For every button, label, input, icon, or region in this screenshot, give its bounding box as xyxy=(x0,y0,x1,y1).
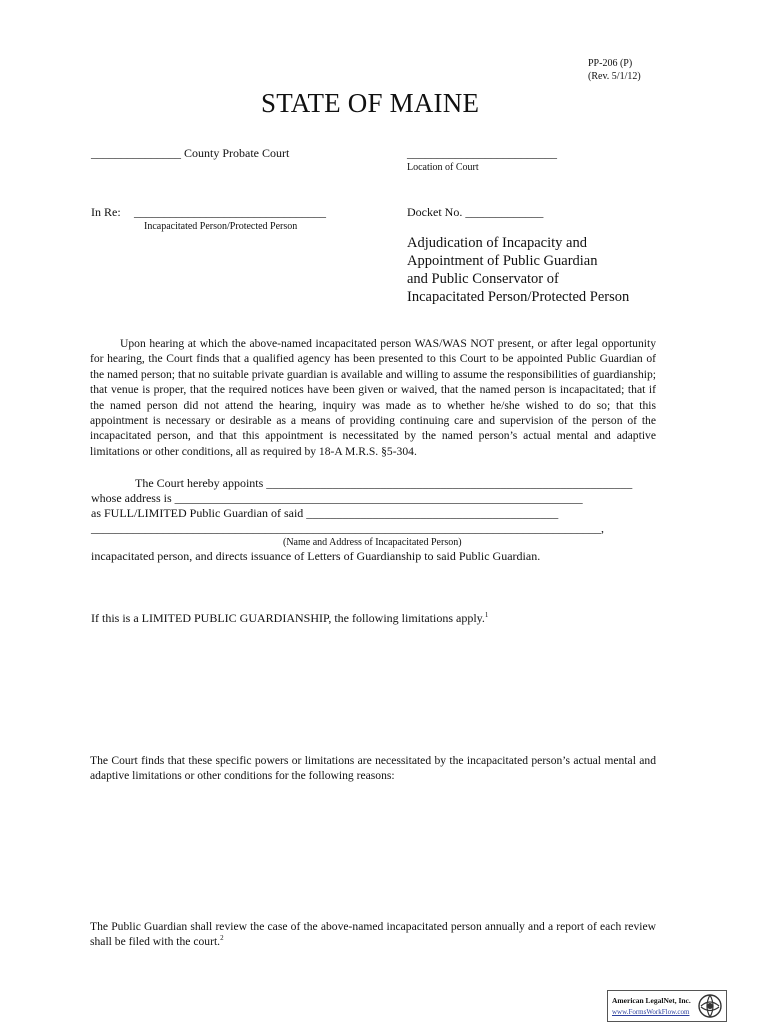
location-of-court-label: Location of Court xyxy=(407,162,479,173)
caption-line-2: Appointment of Public Guardian xyxy=(407,253,598,269)
findings-text: Upon hearing at which the above-named incapacitated person WAS/WAS NOT present, or after legal opportunity for hearing, the Court finds that a qualified agency has been presented to this Court to be appointed Public Guardian of the named person; that no suitable private guardian is available and willing to assume the responsibilities of guardianship; that venue is proper, that the required notices have been given or waived, that the named person is incapacitated; that if the named person did not attend the hearing, inquiry was made as to whether he/she wished to do so; that this appointment is necessary or desirable as a means of providing continuing care and supervision of the person of the incapacitated person, and that this appointment is necessitated by the named person’s actual mental and adaptive limitations or other conditions, all as required by 18-A M.R.S. §5-304. xyxy=(90,337,656,458)
in-re-label: In Re: xyxy=(91,205,121,219)
revision-date: (Rev. 5/1/12) xyxy=(588,71,641,82)
county-probate-court: _______________ County Probate Court xyxy=(91,146,290,160)
review-sentence: The Public Guardian shall review the case of the above-named incapacitated person annually and a report of each review shall be filed with the court. xyxy=(90,920,656,949)
footnote-marker-1: 1 xyxy=(484,611,489,619)
name-address-line: _____________________________________________________________________________________, xyxy=(91,521,604,535)
american-legalnet-logo xyxy=(607,990,727,1022)
full-limited-line: as FULL/LIMITED Public Guardian of said __________________________________________ xyxy=(91,506,559,520)
globe-logo-icon xyxy=(697,993,723,1019)
reasons-paragraph xyxy=(90,753,656,784)
limited-guardianship-text xyxy=(91,611,488,626)
logo-company-name: American LegalNet, Inc. xyxy=(612,996,691,1005)
findings-paragraph xyxy=(90,336,656,459)
in-re-sublabel: Incapacitated Person/Protected Person xyxy=(144,221,298,232)
caption-line-3: and Public Conservator of xyxy=(407,271,559,287)
case-caption xyxy=(407,234,707,306)
form-number: PP-206 (P) xyxy=(588,58,633,69)
reasons-text: The Court finds that these specific powers or limitations are necessitated by the incapacitated person’s actual mental and adaptive limitations or other conditions for the following reasons: xyxy=(90,754,656,783)
footnote-marker-2: 2 xyxy=(220,934,224,943)
docket-number: Docket No. _____________ xyxy=(407,205,544,219)
appoints-line: The Court hereby appoints _____________________________________________________________ xyxy=(135,476,633,490)
caption-line-1: Adjudication of Incapacity and xyxy=(407,235,587,251)
in-re-line: ________________________________ xyxy=(134,205,326,219)
address-line: whose address is ____________________________________________________________________ xyxy=(91,491,583,505)
review-paragraph xyxy=(90,919,656,950)
page-title: STATE OF MAINE xyxy=(261,88,480,118)
directs-issuance-text: incapacitated person, and directs issuance of Letters of Guardianship to said Public Guardian. xyxy=(91,549,541,563)
review-text xyxy=(90,919,656,950)
logo-website-link[interactable]: www.FormsWorkFlow.com xyxy=(612,1008,690,1016)
name-address-caption: (Name and Address of Incapacitated Person) xyxy=(283,537,462,548)
caption-line-4: Incapacitated Person/Protected Person xyxy=(407,289,630,305)
limited-guardianship-sentence: If this is a LIMITED PUBLIC GUARDIANSHIP, the following limitations apply. xyxy=(91,611,485,625)
location-of-court-line: _________________________ xyxy=(407,146,557,160)
